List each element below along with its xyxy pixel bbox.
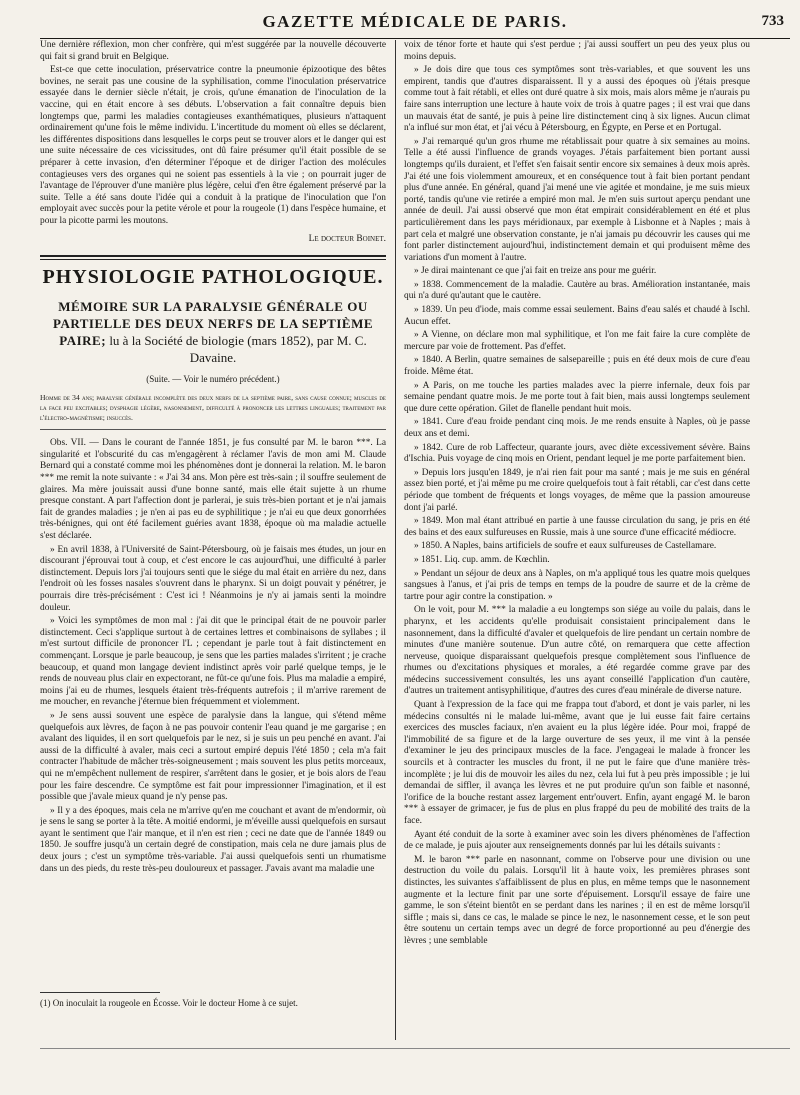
intro-paragraph: Est-ce que cette inoculation, préservatrice contre la pneumonie épizootique des bêtes bovines, ne serait pas une cousine de la syphilisation, comme l'inoculation préservatrice essayée dans le dernier siècle n'était, je crois, qu'une émanation de l'inoculation de la vaccine, qui en était encore à ses débuts. L'observation a fait connaître depuis bien longtemps que, parmi les maladies contagieuses exanthématiques, plusieurs n'attaquent ordinairement qu'une fois le même individu. L'incertitude du moment où elles se déclarent, les différentes dispositions dans lesquelles le corps peut se trouver alors et le danger qui est une suite nécessaire de ces vicissitudes, ont dû faire présumer qu'il était possible de se préparer à cette invasion, d'en déterminer l'époque et de diriger l'action des molécules contagieuses vers des organes qui ne soient pas essentiels à la vie ; on pourrait juger de l'avantage de l'éprouver d'une manière plus légère, celui d'en être également préservé par la suite. Telle a été sans doute l'idée qui a conduit à la pratique de l'inoculation que l'on employait avec succès pour la petite vérole et pour la rougeole (1) dans l'espèce humaine, et pour la picotte parmi les moutons. xyxy=(40,65,386,226)
body-paragraph: » En avril 1838, à l'Université de Saint-Pétersbourg, où je faisais mes études, un jour en discourant j'éprouvai tout à coup, et c'est encore le cas aujourd'hui, une difficulté à parler distinctement. Depuis lors j'ai toujours senti que le siége du mal était en arrière du nez, dans l'endroit où les fosses nasales s'ouvrent dans le pharynx. Si un doigt pouvait y pénétrer, je pourrais dire très-précisément : C'est ici ! Néanmoins je n'y ai jamais senti la moindre douleur. xyxy=(40,544,386,613)
section-title: PHYSIOLOGIE PATHOLOGIQUE. xyxy=(42,266,384,289)
body-paragraph: » Depuis lors jusqu'en 1849, je n'ai rien fait pour ma santé ; mais je me suis en général assez bien porté, et j'ai même pu me croire quelquefois tout à fait rétabli, car c'est dans cette période que tombent de fréquents et longs voyages, de même que la passion amoureuse dont j'ai parlé. xyxy=(404,467,750,513)
page-bottom-rule xyxy=(40,1048,790,1049)
columns xyxy=(40,40,790,1040)
continuation-note: (Suite. — Voir le numéro précédent.) xyxy=(146,373,280,384)
signature: Le docteur Boinet. xyxy=(308,233,386,244)
footnote: (1) On inoculait la rougeole en Écosse. Voir le docteur Home à ce sujet. xyxy=(40,998,298,1008)
body-paragraph: » A Paris, on me touche les parties malades avec la pierre infernale, deux fois par semaine pendant quatre mois. Je me porte tout à fait bien, mais aussi longtemps seulement que dure cette opération. Gilet de flanelle pendant huit mois. xyxy=(404,380,750,414)
body-paragraph: » 1840. A Berlin, quatre semaines de salsepareille ; puis en été deux mois de cure d'eau froide. Même état. xyxy=(404,355,750,378)
body-paragraph: » Je sens aussi souvent une espèce de paralysie dans la langue, qui s'étend même quelquefois aux lèvres, de façon à ne pas pouvoir contenir l'eau quand je me gargarise ; en avalant des liquides, il en sort quelquefois par le nez, si je suis un peu penché en avant. J'ai aussi de la difficulté à avaler, mais ceci a surtout empiré depuis l'été 1850 ; cela m'a fait contracter l'habitude de mâcher très-soigneusement ; mais souvent les plus petits morceaux, qui ne m'empêchent nullement de respirer, s'arrêtent dans le gosier, et je bois alors de l'eau pour les faire descendre. Ce symptôme est fait pour impressionner l'imagination, et il est possible que j'avale mieux quand je n'y pense pas. xyxy=(40,710,386,803)
column-rule xyxy=(395,40,396,1040)
body-paragraph: » 1851. Liq. cup. amm. de Kœchlin. xyxy=(414,554,550,565)
memoir-title-rest: lu à la Société de biologie (mars 1852), par M. C. Davaine. xyxy=(109,332,367,365)
memoir-title-main: MÉMOIRE SUR LA PARALYSIE GÉNÉRALE OU PARTIELLE DES DEUX NERFS DE LA SEPTIÈME PAIRE; xyxy=(52,298,374,348)
section-divider xyxy=(40,255,386,260)
body-paragraph: Ayant été conduit de la sorte à examiner avec soin les divers phénomènes de l'affection de ce malade, je puis ajouter aux renseignements donnés par lui les détails suivants : xyxy=(404,829,750,852)
body-paragraph: » Voici les symptômes de mon mal : j'ai dit que le principal était de ne pouvoir parler distinctement. Ceci s'applique surtout à de certaines lettres et combinaisons de syllabes ; il m'est surtout difficile de prononcer l'L ; cependant je parle tout à fait distinctement en commençant. Lorsque je parle beaucoup, je sens que les parties malades s'irritent ; je crache beaucoup, et quand mon langage devient indistinct après voir parlé quelque temps, je le rends de nouveau plus clair en expectorant, ne fût-ce qu'une fois. Plus ma maladie a empiré, moins j'ai eu de rhumes, lesquels étaient très-fréquents autrefois ; il m'arrive rarement de me moucher, en revanche j'éternue bien fréquemment et violemment. xyxy=(40,616,386,708)
body-paragraph: » Il y a des époques, mais cela ne m'arrive qu'en me couchant et avant de m'endormir, où je sens le sang se porter à la tête. A moitié endormi, je m'éveille aussi quelquefois en sursaut ayant le sentiment que l'air manque, et il n'en est rien ; ceci ne date que de l'année 1849 ou 1850. Je souffre jusqu'à un certain degré de constipation, mais cela ne dure jamais plus de deux jours ; c'est un symptôme très-variable. J'ai aussi quelquefois senti un rhumatisme dans un des pieds, du reste très-peu douloureux et passager. J'avais avant ma maladie une xyxy=(40,805,386,874)
page-header xyxy=(40,8,790,39)
intro-paragraph: Une dernière réflexion, mon cher confrère, qui m'est suggérée par la nouvelle découverte qui fait si grand bruit en Belgique. xyxy=(40,40,386,62)
memoir-title xyxy=(40,298,386,366)
page-number: 733 xyxy=(761,13,784,29)
body-paragraph: Quant à l'expression de la face qui me frappa tout d'abord, et dont je vais parler, ni les médecins consultés ni le malade lui-même, avant que je lui eusse fait faire certains exercices des muscles faciaux, n'en avaient eu la plus légère idée. Pour moi, frappé de l'immobilité de sa figure et de la large ouverture de ses yeux, il me vint à la pensée d'examiner le jeu des principaux muscles de la face. J'engageai le malade à froncer les sourcils et à contracter les muscles du front, il ne put le faire que d'une manière très-incomplète ; je lui dis de mouvoir les ailes du nez, cela lui fut à peu près impossible ; je lui demandai de siffler, il avança les lèvres et ne put produire qu'un son faible et nasonné, l'orifice de la bouche restant assez largement entr'ouvert. Enfin, ayant engagé M. le baron *** à essayer de grimacer, je fus de plus en plus frappé du peu de mobilité des traits de la face. xyxy=(404,700,750,826)
body-paragraph: » J'ai remarqué qu'un gros rhume me rétablissait pour quatre à six semaines au moins. Telle a été aussi l'influence de grands voyages. J'étais parfaitement bien portant aussi longtemps qu'ils duraient, et l'effet s'en faisait sentir encore six semaines à deux mois après. J'ai été une fois violemment amoureux, et en conséquence tout à fait bien portant pendant plus d'une année. En général, quand j'ai mené une vie agitée et mondaine, je me suis mieux porté, tandis qu'une vie retirée a empiré mon mal. Je m'en suis surtout aperçu pendant une année de deuil. J'ai aussi observé que mon état empirait considérablement en été et plus particulièrement dans les pays méridionaux, par exemple à Lisbonne et à Naples ; mais à part cela et malgré une observation constante, je n'ai jamais pu découvrir les causes qui me font parler distinctement aujourd'hui, indistinctement demain et qui produisent même des variations d'un moment à l'autre. xyxy=(404,136,750,263)
body-paragraph: Obs. VII. — Dans le courant de l'année 1851, je fus consulté par M. le baron ***. La singularité et l'obscurité du cas m'engagèrent à réclamer l'avis de mon ami M. Claude Bernard qui a constaté comme moi les phénomènes dont je donnerai la relation. M. le baron *** me remit la note suivante : « J'ai 34 ans. Mon père est très-sain ; il souffre seulement de glaires. Ma mère jouissait aussi d'une bonne santé, mais elle était sujette à un rhume presque constant. A part l'affection dont je parlerai, je suis très-bien portant et je n'ai jamais fait de grandes maladies ; je n'en ai pas eu de syphilitique ; je n'ai eu que deux gonorrhées très-bénignes, qui ont été facilement guéries avant 1838, époque où ma maladie actuelle s'est déclarée. xyxy=(40,438,386,542)
footnote-rule xyxy=(40,992,160,993)
body-paragraph: » Je dois dire que tous ces symptômes sont très-variables, et que souvent les uns empirent, tandis que d'autres disparaissent. Il y a aussi des époques où j'étais presque comme tout à fait rétabli, et elles ont duré quatre à six mois, mais alors même je n'aurais pu faire sans interruption une lecture à haute voix de trois à quatre pages ; il est vrai que dans un mauvais état de santé, je puis à peine lire distinctement cinq à six lignes. Aucun climat n'a influé sur mon état, et j'ai vécu à Pétersbourg, en Égypte, en Perse et en Portugal. xyxy=(404,65,750,134)
case-summary: Homme de 34 ans; paralysie générale incomplète des deux nerfs de la septième paire, sans cause connue; muscles de la face peu excitables; dysphagie légère, nasonnement, difficulté à prononcer les lettres linguales; traitement par l'électro-magnétisme; insuccès. xyxy=(40,393,386,430)
left-column xyxy=(40,40,386,1040)
body-paragraph: » 1838. Commencement de la maladie. Cautère au bras. Amélioration instantanée, mais qui n'a duré qu'autant que le cautère. xyxy=(404,279,750,302)
right-column xyxy=(404,40,750,1040)
body-paragraph: » 1850. A Naples, bains artificiels de soufre et eaux sulfureuses de Castellamare. xyxy=(414,541,717,552)
journal-title: GAZETTE MÉDICALE DE PARIS. xyxy=(262,12,568,31)
body-paragraph: voix de ténor forte et haute qui s'est perdue ; j'ai aussi souffert un peu des yeux plus ou moins depuis. xyxy=(404,40,750,62)
body-paragraph: » Pendant un séjour de deux ans à Naples, on m'a appliqué tous les quatre mois quelques sangsues à l'anus, et j'ai pris de temps en temps de la poudre de saurre et de la crème de tartre pour agir contre la constipation. » xyxy=(404,568,750,602)
body-paragraph: » 1849. Mon mal étant attribué en partie à une fausse circulation du sang, je pris en été des bains et des eaux sulfureuses en Russie, mais à une source d'une efficacité médiocre. xyxy=(404,516,750,538)
body-paragraph: On le voit, pour M. *** la maladie a eu longtemps son siége au voile du palais, dans le pharynx, et les accidents qu'elle produisait consistaient principalement dans le nasonnement, dans la difficulté d'avaler et quelquefois de lire pendant un certain nombre de minutes d'une manière soutenue. D'un autre côté, on remarquera que cette affection nerveuse, quoique disparaissant quelquefois presque complètement sous l'influence de rhumes ou d'excitations physiques et morales, a été regardée comme grave par des médecins successivement consultés, les uns ayant conseillé l'application d'un cautère, d'autres un traitement antisyphilitique, d'autres des cures d'eau minérale de diverse nature. xyxy=(404,605,750,697)
body-paragraph: » 1839. Un peu d'iode, mais comme essai seulement. Bains d'eau salés et chaudé à Ischl. Aucun effet. xyxy=(404,305,750,327)
body-paragraph: » 1842. Cure de rob Laffecteur, quarante jours, avec diète excessivement sévère. Bains d'Ischia. Puis voyage de cinq mois en Orient, pendant lequel je me porte parfaitement bien. xyxy=(404,442,750,465)
body-paragraph: » Je dirai maintenant ce que j'ai fait en treize ans pour me guérir. xyxy=(414,266,657,277)
body-paragraph: M. le baron *** parle en nasonnant, comme on l'observe pour une division ou une destruction du voile du palais. Lorsqu'il lit à haute voix, les premières phrases sont distinctes, les suivantes s'affaiblissent de plus en plus, en même temps que le nasonnement augmente et la lecture finit par une sorte d'épuisement. Lorsqu'il essaye de faire une gamme, le son s'éteint bientôt en se perdant dans les narines ; il en est de même lorsqu'il siffle ; mais si, dans ce cas, le malade se pince le nez, le nasonnement cesse, et le son peut être soutenu un certain temps avec un degré de force proportionné au peu d'énergie des lèvres ; une semblable xyxy=(404,854,750,946)
body-paragraph: » 1841. Cure d'eau froide pendant cinq mois. Je me rends ensuite à Naples, où je passe deux ans et demi. xyxy=(404,417,750,439)
body-paragraph: » A Vienne, on déclare mon mal syphilitique, et l'on me fait faire la cure complète de mercure par voie de frottement. Pas d'effet. xyxy=(404,330,750,352)
